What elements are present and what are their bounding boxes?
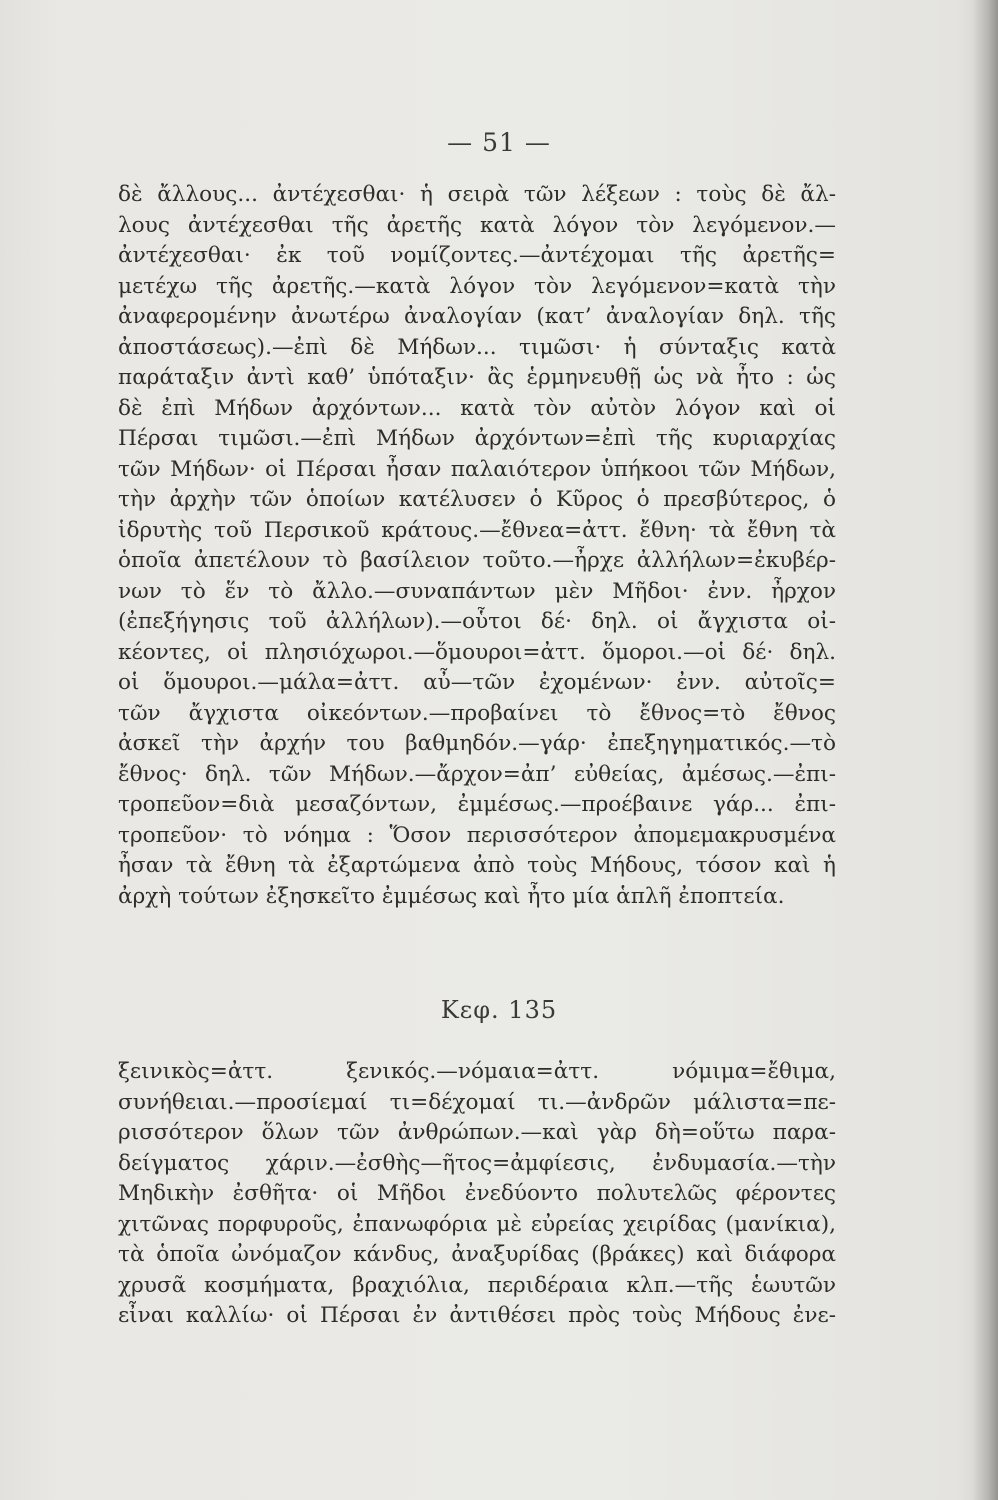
text-line: παράταξιν ἀντὶ καθ’ ὑπόταξιν· ἂς ἑρμηνευθῇ ὡς νὰ ἦτο : ὡς [118, 365, 836, 390]
page-number: — 51 — [447, 128, 551, 157]
text-line: τὴν ἀρχὴν τῶν ὁποίων κατέλυσεν ὁ Κῦρος ὁ πρεσβύτερος, ὁ [118, 487, 836, 512]
text-line: ἦσαν τὰ ἔθνη τὰ ἐξαρτώμενα ἀπὸ τοὺς Μήδους, τόσον καὶ ἡ [118, 853, 836, 878]
text-line: τῶν Μήδων· οἱ Πέρσαι ἦσαν παλαιότερον ὑπήκοοι τῶν Μήδων, [118, 456, 836, 482]
chapter-heading: Κεφ. 135 [440, 996, 558, 1024]
text-line: εἶναι καλλίω· οἱ Πέρσαι ἐν ἀντιθέσει πρὸς τοὺς Μήδους ἐνε- [118, 1303, 836, 1328]
text-line: ἀναφερομένην ἀνωτέρω ἀναλογίαν (κατ’ ἀναλογίαν δηλ. τῆς [118, 304, 836, 329]
text-line: συνήθειαι.—προσίεμαί τι=δέχομαί τι.—ἀνδρῶν μάλιστα=πε- [118, 1089, 836, 1115]
text-line: ξεινικὸς=ἀττ. ξενικός.—νόμαια=ἀττ. νόμιμα=ἔθιμα, [118, 1059, 836, 1084]
text-line: λους ἀντέχεσθαι τῆς ἀρετῆς κατὰ λόγον τὸν λεγόμενον.— [118, 212, 836, 238]
text-line: δὲ ἐπὶ Μήδων ἀρχόντων... κατὰ τὸν αὐτὸν λόγον καὶ οἱ [118, 395, 836, 421]
text-line: δὲ ἄλλους... ἀντέχεσθαι· ἡ σειρὰ τῶν λέξεων : τοὺς δὲ ἄλ- [118, 182, 836, 207]
text-line: τροπεῦον· τὸ νόημα : Ὅσον περισσότερον ἀπομεμακρυσμένα [118, 822, 836, 848]
text-line: ἱδρυτὴς τοῦ Περσικοῦ κράτους.—ἔθνεα=ἀττ. ἔθνη· τὰ ἔθνη τὰ [118, 517, 836, 543]
text-line: Πέρσαι τιμῶσι.—ἐπὶ Μήδων ἀρχόντων=ἐπὶ τῆς κυριαρχίας [118, 426, 836, 451]
text-line: (ἐπεξήγησις τοῦ ἀλλήλων).—οὗτοι δέ· δηλ. οἱ ἄγχιστα οἰ- [118, 609, 836, 634]
chapter-commentary-block [118, 1057, 836, 1332]
text-line: ἔθνος· δηλ. τῶν Μήδων.—ἄρχον=ἀπ’ εὐθείας, ἀμέσως.—ἐπι- [118, 761, 836, 787]
text-line: τῶν ἄγχιστα οἰκεόντων.—προβαίνει τὸ ἔθνος=τὸ ἔθνος [118, 700, 836, 726]
text-line: ὁποῖα ἀπετέλουν τὸ βασίλειον τοῦτο.—ἦρχε ἀλλήλων=ἐκυβέρ- [118, 548, 836, 573]
page-edge-shadow [972, 0, 998, 1500]
commentary-block [118, 180, 836, 912]
text-line: Μηδικὴν ἐσθῆτα· οἱ Μῆδοι ἐνεδύοντο πολυτελῶς φέροντες [118, 1181, 836, 1206]
text-line: ἀποστάσεως).—ἐπὶ δὲ Μήδων... τιμῶσι· ἡ σύνταξις κατὰ [118, 334, 836, 360]
text-line: ἀντέχεσθαι· ἐκ τοῦ νομίζοντες.—ἀντέχομαι τῆς ἀρετῆς= [118, 243, 836, 268]
text-line: τὰ ὁποῖα ὠνόμαζον κάνδυς, ἀναξυρίδας (βράκες) καὶ διάφορα [118, 1242, 836, 1267]
text-line: χρυσᾶ κοσμήματα, βραχιόλια, περιδέραια κλπ.—τῆς ἑωυτῶν [118, 1272, 836, 1298]
text-line: τροπεῦον=διὰ μεσαζόντων, ἐμμέσως.—προέβαινε γάρ... ἐπι- [118, 792, 836, 817]
text-line: ἀσκεῖ τὴν ἀρχήν του βαθμηδόν.—γάρ· ἐπεξηγηματικός.—τὸ [118, 731, 836, 756]
text-line: οἱ ὅμουροι.—μάλα=ἀττ. αὖ—τῶν ἐχομένων· ἐνν. αὐτοῖς= [118, 670, 836, 695]
text-line: νων τὸ ἕν τὸ ἄλλο.—συναπάντων μὲν Μῆδοι· ἐνν. ἦρχον [118, 578, 836, 604]
text-line: ἀρχὴ τούτων ἐξησκεῖτο ἐμμέσως καὶ ἦτο μία ἁπλῆ ἐποπτεία. [118, 883, 785, 909]
text-line: δείγματος χάριν.—ἐσθὴς—ῆτος=ἀμφίεσις, ἐνδυμασία.—τὴν [118, 1150, 836, 1176]
text-line: ρισσότερον ὅλων τῶν ἀνθρώπων.—καὶ γὰρ δὴ=οὕτω παρα- [118, 1120, 836, 1145]
text-line: μετέχω τῆς ἀρετῆς.—κατὰ λόγον τὸν λεγόμενον=κατὰ τὴν [118, 273, 836, 299]
text-line: χιτῶνας πορφυροῦς, ἐπανωφόρια μὲ εὐρείας χειρίδας (μανίκια), [118, 1211, 836, 1237]
text-line: κέοντες, οἱ πλησιόχωροι.—ὅμουροι=ἀττ. ὅμοροι.—οἱ δέ· δηλ. [118, 639, 836, 665]
